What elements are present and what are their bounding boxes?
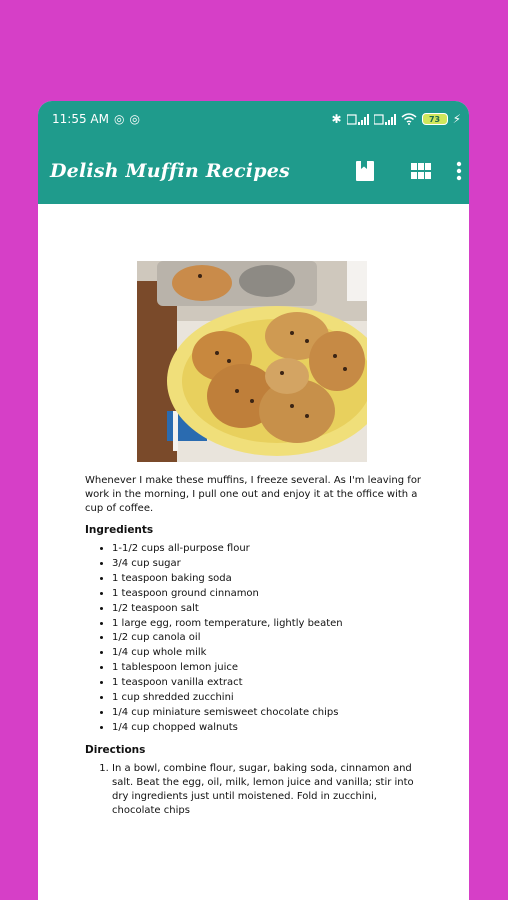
ingredient-item: • 3/4 cup sugar (112, 557, 422, 572)
directions-list (85, 762, 422, 818)
grid-view-button[interactable] (393, 137, 449, 204)
status-time: 11:55 AM (52, 112, 109, 126)
ingredient-item: • 1/4 cup whole milk (112, 646, 422, 661)
signal-icon (347, 114, 369, 125)
book-icon (356, 161, 374, 181)
status-bar (38, 101, 469, 137)
bluetooth-icon: ✱ (331, 112, 342, 126)
ingredient-item: • 1-1/2 cups all-purpose flour (112, 542, 422, 557)
book-button[interactable] (337, 137, 393, 204)
grid-icon (411, 163, 431, 179)
recipe-image (137, 261, 367, 462)
app-bar (38, 137, 469, 204)
recipe-content (38, 204, 469, 818)
more-vert-icon (456, 161, 462, 181)
charging-icon: ⚡ (452, 112, 461, 126)
ingredient-item: • 1 large egg, room temperature, lightly beaten (112, 617, 422, 632)
ingredient-item: • 1 teaspoon ground cinnamon (112, 587, 422, 602)
app-title: Delish Muffin Recipes (50, 159, 290, 182)
notification-icon: ◎ (113, 112, 125, 126)
ingredients-list (85, 542, 422, 736)
ingredient-item: • 1/4 cup miniature semisweet chocolate chips (112, 706, 422, 721)
battery-icon: 73 (422, 113, 448, 125)
ingredient-item: • 1 teaspoon vanilla extract (112, 676, 422, 691)
signal-icon (374, 114, 396, 125)
ingredient-item: • 1 teaspoon baking soda (112, 572, 422, 587)
phone-screen (38, 101, 469, 900)
ingredients-heading: Ingredients (85, 524, 154, 536)
recipe-intro: Whenever I make these muffins, I freeze several. As I'm leaving for work in the morning, I pull one out and enjoy it at the office with a cup of coffee. (85, 475, 422, 514)
directions-heading: Directions (85, 743, 146, 756)
ingredient-item: • 1 tablespoon lemon juice (112, 661, 422, 676)
direction-step: 1. In a bowl, combine flour, sugar, baking soda, cinnamon and salt. Beat the egg, oil, milk, lemon juice and vanilla; stir into dry ingredients just until moistened. Fold in zucchini, chocolate chips (112, 762, 422, 818)
app-actions (337, 137, 469, 204)
status-right (332, 113, 462, 125)
more-options-button[interactable] (449, 137, 469, 204)
notification-icon: ◎ (129, 112, 140, 126)
ingredient-item: • 1 cup shredded zucchini (112, 691, 422, 706)
wifi-icon (401, 113, 417, 125)
ingredient-item: • 1/2 teaspoon salt (112, 602, 422, 617)
ingredient-item: • 1/4 cup chopped walnuts (112, 721, 422, 736)
status-left (52, 112, 140, 126)
ingredient-item: • 1/2 cup canola oil (112, 631, 422, 646)
